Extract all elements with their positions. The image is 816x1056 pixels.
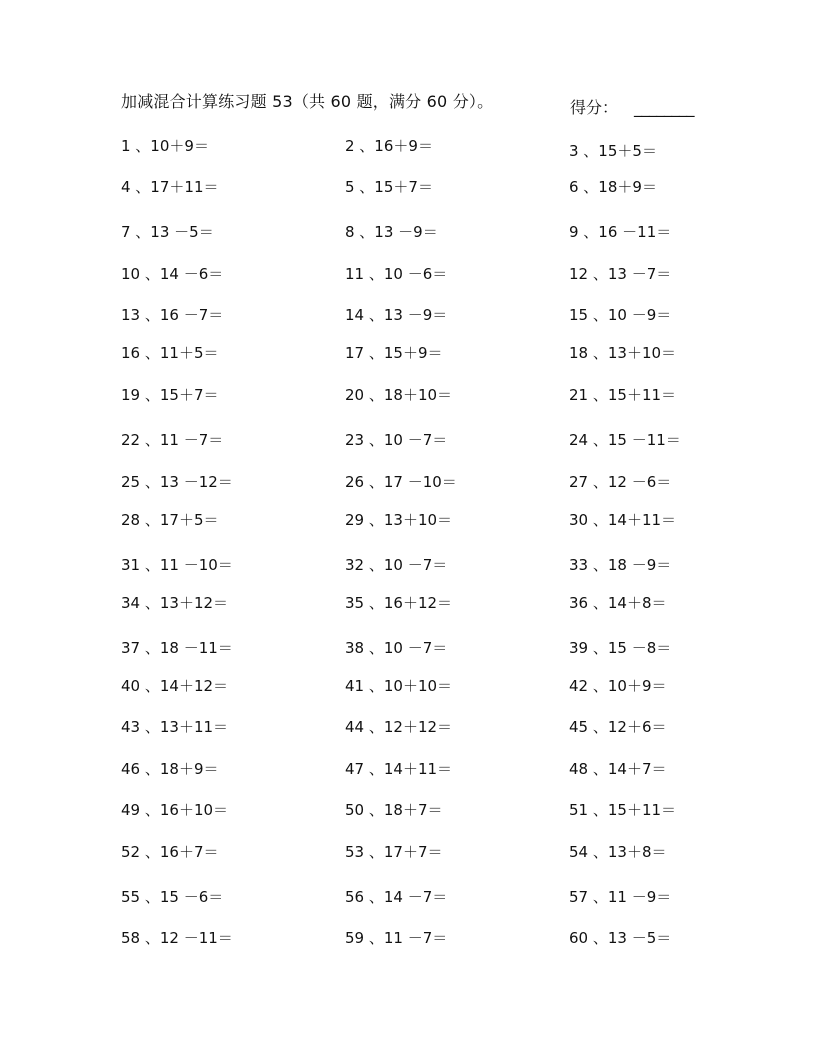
problem-item: 47 、14＋11＝ — [345, 760, 453, 778]
problem-item: 4 、17＋11＝ — [121, 178, 219, 196]
problem-item: 13 、16 －7＝ — [121, 306, 224, 324]
problem-item: 6 、18＋9＝ — [569, 178, 657, 196]
problem-item: 56 、14 －7＝ — [345, 888, 448, 906]
problem-item: 49 、16＋10＝ — [121, 801, 229, 819]
problem-item: 39 、15 －8＝ — [569, 639, 672, 657]
problem-item: 50 、18＋7＝ — [345, 801, 443, 819]
problem-item: 25 、13 －12＝ — [121, 473, 233, 491]
problem-item: 22 、11 －7＝ — [121, 431, 224, 449]
problem-item: 27 、12 －6＝ — [569, 473, 672, 491]
problem-item: 30 、14＋11＝ — [569, 511, 677, 529]
problem-item: 52 、16＋7＝ — [121, 843, 219, 861]
problem-item: 1 、10＋9＝ — [121, 137, 209, 155]
problem-item: 42 、10＋9＝ — [569, 677, 667, 695]
problem-item: 36 、14＋8＝ — [569, 594, 667, 612]
problem-item: 51 、15＋11＝ — [569, 801, 677, 819]
problem-item: 38 、10 －7＝ — [345, 639, 448, 657]
problem-item: 40 、14＋12＝ — [121, 677, 229, 695]
problem-item: 43 、13＋11＝ — [121, 718, 229, 736]
problem-item: 55 、15 －6＝ — [121, 888, 224, 906]
problem-item: 53 、17＋7＝ — [345, 843, 443, 861]
problem-item: 17 、15＋9＝ — [345, 344, 443, 362]
problem-item: 16 、11＋5＝ — [121, 344, 219, 362]
problem-item: 9 、16 －11＝ — [569, 223, 672, 241]
problem-item: 44 、12＋12＝ — [345, 718, 453, 736]
problem-item: 15 、10 －9＝ — [569, 306, 672, 324]
problem-item: 59 、11 －7＝ — [345, 929, 448, 947]
problem-item: 54 、13＋8＝ — [569, 843, 667, 861]
problem-item: 5 、15＋7＝ — [345, 178, 433, 196]
problem-item: 37 、18 －11＝ — [121, 639, 233, 657]
score-blank: ________ — [634, 98, 695, 117]
problem-item: 58 、12 －11＝ — [121, 929, 233, 947]
score-field — [570, 95, 694, 118]
problem-item: 18 、13＋10＝ — [569, 344, 677, 362]
problem-item: 20 、18＋10＝ — [345, 386, 453, 404]
worksheet-title: 加减混合计算练习题 53（共 60 题，满分 60 分）。 — [121, 92, 494, 111]
problem-item: 19 、15＋7＝ — [121, 386, 219, 404]
problem-item: 34 、13＋12＝ — [121, 594, 229, 612]
problem-item: 12 、13 －7＝ — [569, 265, 672, 283]
score-label: 得分： — [570, 98, 619, 117]
problem-item: 8 、13 －9＝ — [345, 223, 438, 241]
problem-item: 7 、13 －5＝ — [121, 223, 214, 241]
problem-item: 24 、15 －11＝ — [569, 431, 681, 449]
problem-item: 60 、13 －5＝ — [569, 929, 672, 947]
problem-item: 33 、18 －9＝ — [569, 556, 672, 574]
problem-item: 11 、10 －6＝ — [345, 265, 448, 283]
problem-item: 28 、17＋5＝ — [121, 511, 219, 529]
problem-item: 45 、12＋6＝ — [569, 718, 667, 736]
problem-item: 31 、11 －10＝ — [121, 556, 233, 574]
problem-item: 35 、16＋12＝ — [345, 594, 453, 612]
problem-item: 21 、15＋11＝ — [569, 386, 677, 404]
problem-item: 3 、15＋5＝ — [569, 142, 657, 160]
problem-item: 2 、16＋9＝ — [345, 137, 433, 155]
problem-item: 32 、10 －7＝ — [345, 556, 448, 574]
problem-item: 48 、14＋7＝ — [569, 760, 667, 778]
problem-item: 29 、13＋10＝ — [345, 511, 453, 529]
problem-item: 57 、11 －9＝ — [569, 888, 672, 906]
problem-item: 41 、10＋10＝ — [345, 677, 453, 695]
problem-item: 23 、10 －7＝ — [345, 431, 448, 449]
problem-item: 10 、14 －6＝ — [121, 265, 224, 283]
problem-item: 26 、17 －10＝ — [345, 473, 457, 491]
problem-item: 46 、18＋9＝ — [121, 760, 219, 778]
problem-item: 14 、13 －9＝ — [345, 306, 448, 324]
